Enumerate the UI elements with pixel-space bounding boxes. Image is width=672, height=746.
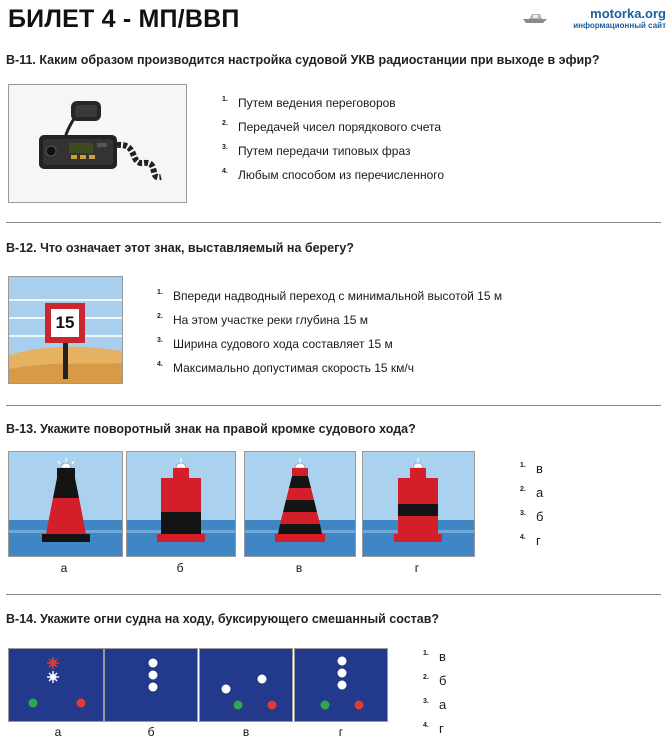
divider (6, 594, 661, 595)
logo-subtitle: информационный сайт (573, 21, 666, 30)
question-number: В-13. (6, 422, 37, 436)
buoy-image-a[interactable] (8, 451, 123, 557)
answer-option[interactable]: 3. Путем передачи типовых фраз (222, 144, 411, 158)
buoy-image-v[interactable] (244, 451, 356, 557)
question-text: Укажите огни судна на ходу, буксирующего смешанный состав? (40, 612, 440, 626)
buoy-image-g[interactable] (362, 451, 475, 557)
cone-buoy-icon (9, 452, 122, 556)
question-number: В-14. (6, 612, 37, 626)
site-logo[interactable] (516, 6, 666, 32)
caption-g: г (414, 561, 420, 575)
answer-option[interactable]: 1. в (520, 461, 543, 476)
answer-option[interactable]: 3. б (520, 509, 544, 524)
divider (6, 222, 661, 223)
caption-b: б (147, 725, 155, 739)
answer-option[interactable]: 4. Любым способом из перечисленного (222, 168, 445, 182)
question-b13 (6, 422, 416, 436)
radio-image (8, 84, 187, 203)
caption-v: в (242, 725, 250, 739)
striped-cone-buoy-icon (245, 452, 355, 556)
answer-option[interactable]: 3. Ширина судового хода составляет 15 м (157, 337, 393, 351)
question-number: В-11. (6, 53, 36, 67)
question-text: Что означает этот знак, выставляемый на берегу? (40, 241, 354, 255)
answer-option[interactable]: 2. а (520, 485, 544, 500)
question-text: Укажите поворотный знак на правой кромке судового хода? (40, 422, 416, 436)
answer-option[interactable]: 2. б (423, 673, 447, 688)
vessel-lights-icon (9, 649, 103, 721)
question-b12 (6, 241, 354, 255)
logo-name: motorka.org (590, 6, 666, 21)
buoy-image-b[interactable] (126, 451, 236, 557)
question-number: В-12. (6, 241, 37, 255)
boat-logo-icon (522, 10, 548, 24)
caption-b: б (176, 561, 184, 575)
question-b14 (6, 612, 439, 626)
answer-option[interactable]: 4. г (520, 533, 541, 548)
answer-option[interactable]: 3. а (423, 697, 447, 712)
answer-option[interactable]: 1. Впереди надводный переход с минимальной высотой 15 м (157, 289, 503, 303)
lights-image-v[interactable] (199, 648, 293, 722)
sign-value: 15 (55, 313, 75, 332)
answers-b13 (520, 462, 543, 558)
page-title: БИЛЕТ 4 - МП/ВВП (8, 5, 240, 33)
vessel-lights-icon (200, 649, 292, 721)
answer-option[interactable]: 1. в (423, 649, 446, 664)
question-text: Каким образом производится настройка судовой УКВ радиостанции при выходе в эфир? (39, 53, 600, 67)
answers-b12 (157, 289, 502, 385)
answer-option[interactable]: 2. Передачей чисел порядкового счета (222, 120, 442, 134)
answer-option[interactable]: 1. Путем ведения переговоров (222, 96, 396, 110)
answer-option[interactable]: 4. г (423, 721, 444, 736)
caption-a: а (54, 725, 62, 739)
divider (6, 405, 661, 406)
caption-g: г (338, 725, 344, 739)
answers-b14 (423, 650, 446, 746)
lights-image-a[interactable] (8, 648, 104, 722)
lights-image-g[interactable] (294, 648, 388, 722)
caption-a: а (60, 561, 68, 575)
vessel-lights-icon (105, 649, 197, 721)
shore-sign-image (8, 276, 123, 384)
answers-b11 (222, 96, 444, 192)
striped-cylinder-buoy-icon (363, 452, 474, 556)
cylinder-buoy-icon (127, 452, 235, 556)
vhf-radio-icon (9, 85, 186, 202)
vessel-lights-icon (295, 649, 387, 721)
question-b11 (6, 53, 599, 67)
answer-option[interactable]: 2. На этом участке реки глубина 15 м (157, 313, 368, 327)
lights-image-b[interactable] (104, 648, 198, 722)
caption-v: в (295, 561, 303, 575)
answer-option[interactable]: 4. Максимально допустимая скорость 15 км/ч (157, 361, 414, 375)
